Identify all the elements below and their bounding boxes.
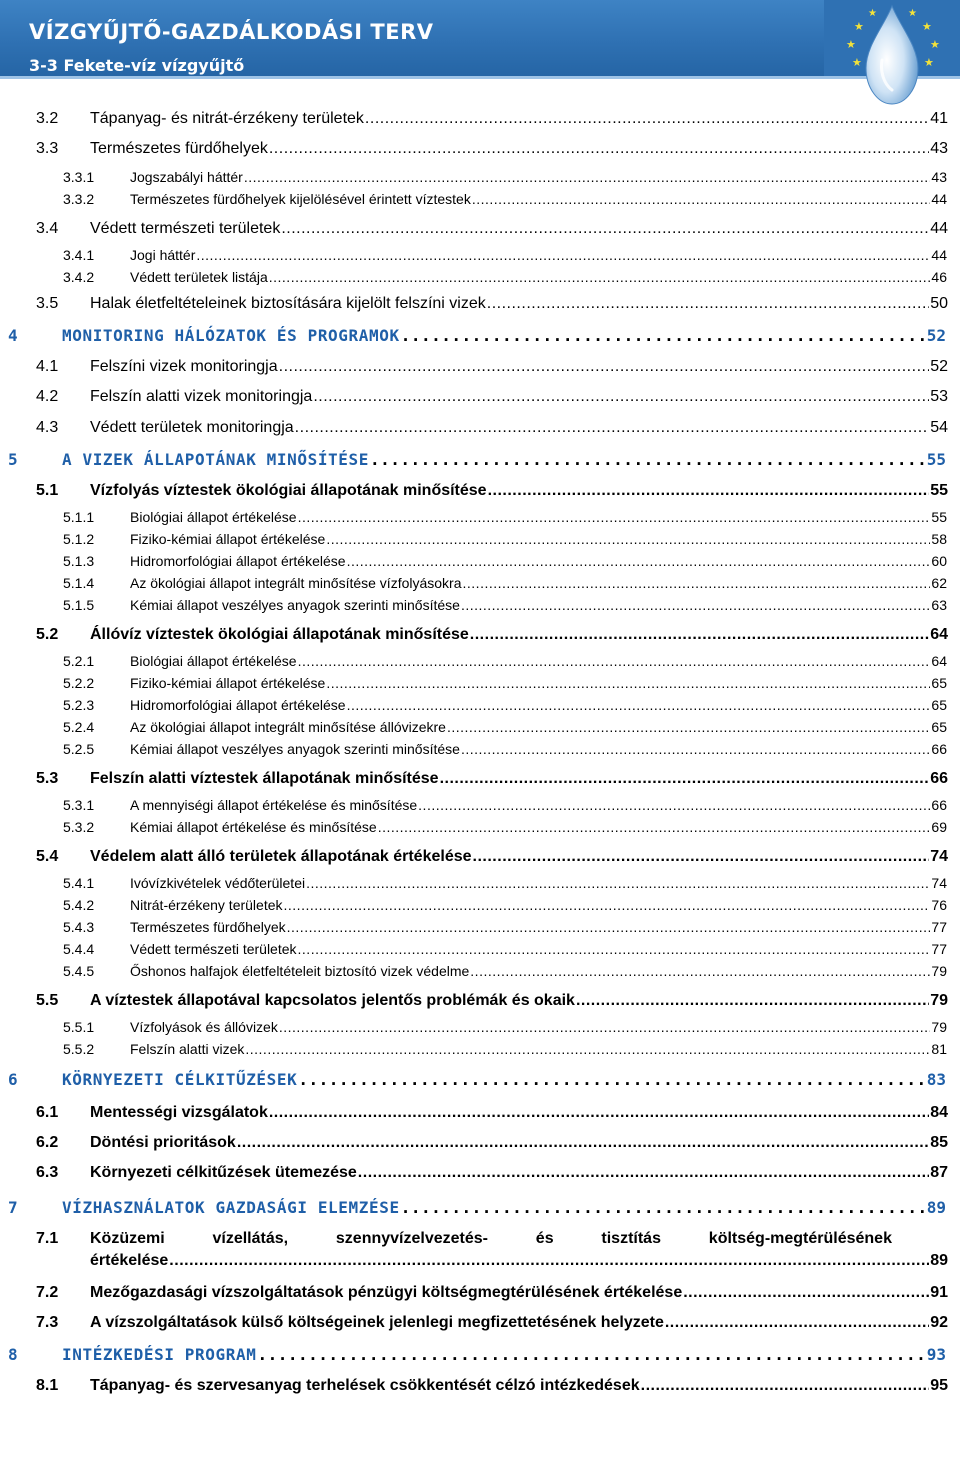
toc-page-number: 52 [926,326,946,345]
svg-text:★: ★ [852,56,862,69]
document-title: VÍZGYŰJTŐ-GAZDÁLKODÁSI TERV [29,20,434,44]
toc-page-number: 55 [926,450,946,469]
toc-dot-leader [461,741,930,757]
toc-entry-title: Biológiai állapot értékelése [130,653,297,669]
toc-entry-title: Vízfolyás víztestek ökológiai állapotának minősítése [90,482,487,499]
toc-entry-number: 5.4.5 [63,963,95,979]
toc-entry-title: KÖRNYEZETI CÉLKITŰZÉSEK [62,1070,298,1089]
toc-entry-number: 4.2 [36,388,59,405]
toc-entry[interactable] [36,388,948,406]
toc-entry-title: Hidromorfológiai állapot értékelése [130,697,346,713]
toc-entry-number: 8 [8,1345,18,1364]
toc-page-number: 44 [931,191,947,207]
toc-page-number: 65 [931,675,947,691]
toc-page-number: 63 [931,597,947,613]
toc-page-number: 77 [931,941,947,957]
toc-entry-title: A víztestek állapotával kapcsolatos jelentős problémák és okaik [90,992,575,1009]
toc-entry-title: Felszín alatti víztestek állapotának minősítése [90,770,439,787]
toc-entry-title: Kémiai állapot veszélyes anyagok szerinti minősítése [130,597,460,613]
toc-dot-leader [358,1164,929,1182]
toc-entry-number: 3.3 [36,140,59,157]
toc-entry-title: Hidromorfológiai állapot értékelése [130,553,346,569]
toc-dot-leader [269,269,931,285]
toc-entry[interactable] [36,220,948,238]
toc-page-number: 79 [931,1019,947,1035]
toc-dot-leader [281,220,929,238]
toc-entry-number: 5.5 [36,992,59,1009]
toc-dot-leader [473,848,930,866]
toc-dot-leader [488,482,930,500]
toc-entry[interactable] [8,1345,946,1364]
toc-entry[interactable] [63,553,947,569]
page-header [0,0,960,100]
toc-entry-number: 3.4.2 [63,269,95,285]
toc-entry[interactable] [63,919,947,935]
toc-dot-leader [347,697,931,713]
toc-entry-number: 3.5 [36,295,59,312]
toc-page-number: 95 [930,1377,948,1394]
toc-entry-number: 5.2.5 [63,741,95,757]
toc-entry-title: Védett természeti területek [90,220,281,237]
toc-page-number: 84 [930,1104,948,1121]
toc-page-number: 93 [926,1345,946,1364]
toc-dot-leader [370,450,926,469]
toc-page-number: 65 [931,697,947,713]
toc-entry[interactable] [63,653,947,669]
toc-entry-title: Felszíni vizek monitoringja [90,358,278,375]
toc-entry-title: Vízfolyások és állóvizek [130,1019,278,1035]
toc-entry-title: VÍZHASZNÁLATOK GAZDASÁGI ELEMZÉSE [62,1198,400,1217]
toc-entry-multiline[interactable] [36,1230,892,1248]
svg-text:★: ★ [922,20,932,33]
toc-page-number: 79 [930,992,948,1009]
toc-entry[interactable] [63,719,947,735]
toc-entry-title: Kémiai állapot értékelése és minősítése [130,819,377,835]
toc-page-number: 62 [931,575,947,591]
toc-entry-title: Jogi háttér [130,247,196,263]
toc-page-number: 66 [931,741,947,757]
toc-entry-title: Kémiai állapot veszélyes anyagok szerinti minősítése [130,741,460,757]
toc-dot-leader [269,140,929,158]
toc-entry-number: 6.1 [36,1104,59,1121]
toc-entry[interactable] [63,1019,947,1035]
toc-entry[interactable] [63,269,947,285]
toc-entry-title: Állóvíz víztestek ökológiai állapotának minősítése [90,626,469,643]
toc-entry-number: 5.5.2 [63,1041,95,1057]
toc-page-number: 66 [931,797,947,813]
toc-entry-number: 6 [8,1070,18,1089]
toc-entry[interactable] [63,741,947,757]
toc-entry-title: Őshonos halfajok életfeltételeit biztosító vizek védelme [130,963,470,979]
toc-entry-title: Védett természeti területek [130,941,297,957]
toc-title-word: tisztítás [601,1230,661,1247]
toc-entry-number: 3.3.2 [63,191,95,207]
toc-dot-leader [378,819,931,835]
toc-page-number: 89 [926,1198,946,1217]
toc-entry[interactable] [63,697,947,713]
toc-entry[interactable] [36,295,948,313]
toc-entry[interactable] [63,191,947,207]
toc-entry[interactable] [63,675,947,691]
toc-entry[interactable] [36,1314,948,1332]
toc-dot-leader [440,770,930,788]
toc-entry-title: Védett területek listája [130,269,268,285]
toc-dot-leader [641,1377,930,1395]
toc-entry-title: A vízszolgáltatások külső költségeinek jelenlegi megfizettetésének helyzete [90,1314,664,1331]
toc-dot-leader [470,963,930,979]
toc-entry-number: 4.3 [36,419,59,436]
toc-entry-number: 5.2.2 [63,675,95,691]
toc-entry-title: Természetes fürdőhelyek [90,140,268,157]
toc-entry[interactable] [36,482,948,500]
toc-entry[interactable] [8,1070,946,1089]
toc-page-number: 77 [931,919,947,935]
toc-title-word: vízellátás, [212,1230,289,1247]
header-divider [0,76,960,79]
toc-entry-title: Mezőgazdasági vízszolgáltatások pénzügyi költségmegtérülésének értékelése [90,1284,683,1301]
toc-page-number: 89 [930,1252,948,1269]
toc-entry-title: INTÉZKEDÉSI PROGRAM [62,1345,257,1364]
toc-page-number: 64 [930,626,948,643]
toc-entry-number: 5.3 [36,770,59,787]
toc-entry-title: Védelem alatt álló területek állapotának értékelése [90,848,472,865]
toc-entry-number: 5.1.4 [63,575,95,591]
toc-entry-number: 5.2.3 [63,697,95,713]
toc-entry[interactable] [63,531,947,547]
toc-dot-leader [401,1198,926,1217]
toc-entry[interactable] [36,140,948,158]
toc-entry-title: értékelése [90,1252,169,1269]
toc-dot-leader [665,1314,929,1332]
eu-water-drop-logo-icon [824,0,960,112]
toc-dot-leader [306,875,930,891]
svg-text:★: ★ [924,56,934,69]
toc-dot-leader [470,626,929,644]
svg-text:★: ★ [854,20,864,33]
toc-entry-title: Természetes fürdőhelyek kijelölésével érintett víztestek [130,191,471,207]
toc-entry-title: Fiziko-kémiai állapot értékelése [130,531,326,547]
toc-entry-number: 7.1 [36,1230,59,1247]
svg-text:★: ★ [846,38,856,51]
toc-entry-number: 6.3 [36,1164,59,1181]
toc-entry-number: 3.4 [36,220,59,237]
toc-entry[interactable] [63,797,947,813]
toc-entry-title: Döntési prioritások [90,1134,236,1151]
toc-entry-number: 5.2.1 [63,653,95,669]
toc-page-number: 46 [931,269,947,285]
toc-dot-leader [244,169,931,185]
toc-dot-leader [295,419,930,437]
toc-dot-leader [298,653,931,669]
toc-dot-leader [683,1284,929,1302]
svg-text:★: ★ [930,38,940,51]
document-subtitle: 3-3 Fekete-víz vízgyűjtő [29,56,245,75]
toc-entry[interactable] [63,575,947,591]
toc-entry-title: Természetes fürdőhelyek [130,919,286,935]
toc-entry-number: 5.4.2 [63,897,95,913]
toc-page-number: 43 [931,169,947,185]
toc-entry[interactable] [63,875,947,891]
toc-entry[interactable] [8,1198,946,1217]
toc-entry-number: 5.4.1 [63,875,95,891]
toc-entry[interactable] [36,419,948,437]
toc-page-number: 79 [931,963,947,979]
toc-page-number: 43 [930,140,948,157]
toc-page-number: 91 [930,1284,948,1301]
toc-entry-title: Tápanyag- és szervesanyag terhelések csökkentését célzó intézkedések [90,1377,640,1394]
toc-entry-title: Ivóvízkivételek védőterületei [130,875,306,891]
toc-page-number: 83 [926,1070,946,1089]
toc-entry-number: 4.1 [36,358,59,375]
toc-title-word: költség-megtérülésének [708,1230,892,1247]
toc-entry-title: Környezeti célkitűzések ütemezése [90,1164,357,1181]
toc-dot-leader [257,1345,925,1364]
toc-entry-title: MONITORING HÁLÓZATOK ÉS PROGRAMOK [62,326,400,345]
toc-dot-leader [196,247,930,263]
toc-entry-number: 5.1 [36,482,59,499]
toc-dot-leader [298,509,931,525]
toc-entry-title: Az ökológiai állapot integrált minősítése állóvizekre [130,719,446,735]
toc-entry-title: Az ökológiai állapot integrált minősítése vízfolyásokra [130,575,462,591]
toc-entry-title: Tápanyag- és nitrát-érzékeny területek [90,110,364,127]
toc-page-number: 53 [930,388,948,405]
toc-entry-number: 5.1.3 [63,553,95,569]
toc-dot-leader [298,941,931,957]
toc-entry-title: Védett területek monitoringja [90,419,294,436]
toc-dot-leader [279,1019,931,1035]
toc-dot-leader [326,531,930,547]
toc-entry-number: 5.4.4 [63,941,95,957]
toc-entry[interactable] [63,509,947,525]
toc-page-number: 55 [931,509,947,525]
toc-entry-title: Felszín alatti vizek monitoringja [90,388,313,405]
toc-entry-title: Felszín alatti vizek [130,1041,245,1057]
toc-page-number: 76 [931,897,947,913]
toc-entry[interactable] [36,770,948,788]
toc-entry-continuation[interactable] [36,1252,948,1270]
toc-page-number: 64 [931,653,947,669]
toc-page-number: 92 [930,1314,948,1331]
toc-page-number: 81 [931,1041,947,1057]
toc-dot-leader [269,1104,929,1122]
toc-entry[interactable] [36,992,948,1010]
toc-page-number: 44 [931,247,947,263]
toc-dot-leader [169,1252,929,1270]
toc-dot-leader [418,797,930,813]
toc-entry[interactable] [8,450,946,469]
svg-text:★: ★ [908,8,917,19]
toc-title-word: és [535,1230,554,1247]
toc-page-number: 50 [930,295,948,312]
toc-dot-leader [487,295,929,313]
toc-entry-number: 7 [8,1198,18,1217]
toc-entry-number: 5.1.1 [63,509,95,525]
toc-entry[interactable] [36,110,948,128]
toc-title-word: Közüzemi [90,1230,165,1247]
toc-entry[interactable] [63,169,947,185]
toc-entry-number: 5.3.1 [63,797,95,813]
toc-entry-number: 3.3.1 [63,169,95,185]
toc-entry[interactable] [63,897,947,913]
toc-entry[interactable] [36,848,948,866]
toc-entry-number: 5.4 [36,848,59,865]
toc-entry[interactable] [36,1284,948,1302]
toc-page-number: 54 [930,419,948,436]
toc-entry-number: 5.1.5 [63,597,95,613]
toc-entry-number: 7.3 [36,1314,59,1331]
toc-entry[interactable] [63,597,947,613]
toc-entry-number: 8.1 [36,1377,59,1394]
toc-dot-leader [365,110,929,128]
toc-page-number: 41 [930,110,948,127]
toc-title-word: szennyvízelvezetés- [335,1230,488,1247]
svg-text:★: ★ [868,8,877,19]
toc-entry-number: 4 [8,326,18,345]
toc-dot-leader [461,597,930,613]
toc-entry-title [90,1230,892,1248]
toc-entry[interactable] [63,963,947,979]
toc-entry[interactable] [36,626,948,644]
toc-page-number: 52 [930,358,948,375]
toc-entry[interactable] [63,941,947,957]
toc-page-number: 60 [931,553,947,569]
toc-dot-leader [447,719,930,735]
toc-entry-title: Biológiai állapot értékelése [130,509,297,525]
toc-dot-leader [298,1070,925,1089]
toc-entry[interactable] [63,247,947,263]
toc-entry-number: 7.2 [36,1284,59,1301]
toc-dot-leader [313,388,929,406]
toc-entry[interactable] [36,1104,948,1122]
toc-page-number: 74 [931,875,947,891]
toc-dot-leader [287,919,931,935]
toc-dot-leader [326,675,930,691]
toc-entry[interactable] [36,1377,948,1395]
toc-entry-number: 5.2.4 [63,719,95,735]
toc-page-number: 85 [930,1134,948,1151]
toc-entry-number: 3.4.1 [63,247,95,263]
toc-entry[interactable] [36,1164,948,1182]
toc-entry-title: A mennyiségi állapot értékelése és minősítése [130,797,418,813]
toc-entry-number: 5 [8,450,18,469]
toc-entry-number: 5.5.1 [63,1019,95,1035]
toc-entry-number: 5.2 [36,626,59,643]
toc-entry-title: Nitrát-érzékeny területek [130,897,283,913]
toc-page-number: 44 [930,220,948,237]
toc-entry-number: 5.4.3 [63,919,95,935]
toc-entry-title: Fiziko-kémiai állapot értékelése [130,675,326,691]
toc-entry-title: A VIZEK ÁLLAPOTÁNAK MINŐSÍTÉSE [62,450,369,469]
toc-page-number: 65 [931,719,947,735]
toc-page-number: 87 [930,1164,948,1181]
toc-entry-title: Halak életfeltételeinek biztosítására kijelölt felszíni vizek [90,295,486,312]
toc-entry[interactable] [63,1041,947,1057]
toc-dot-leader [284,897,931,913]
toc-entry[interactable] [36,1134,948,1152]
toc-dot-leader [237,1134,929,1152]
toc-dot-leader [463,575,931,591]
toc-entry-number: 6.2 [36,1134,59,1151]
toc-entry-title: Jogszabályi háttér [130,169,243,185]
toc-dot-leader [245,1041,930,1057]
toc-dot-leader [401,326,926,345]
toc-entry[interactable] [63,819,947,835]
toc-dot-leader [279,358,930,376]
toc-entry[interactable] [36,358,948,376]
toc-page-number: 74 [930,848,948,865]
toc-page-number: 58 [931,531,947,547]
toc-page-number: 55 [930,482,948,499]
toc-page-number: 69 [931,819,947,835]
toc-page-number: 66 [930,770,948,787]
toc-entry-number: 5.1.2 [63,531,95,547]
toc-dot-leader [347,553,931,569]
toc-entry-number: 5.3.2 [63,819,95,835]
toc-dot-leader [472,191,931,207]
toc-entry[interactable] [8,326,946,345]
toc-entry-title: Mentességi vizsgálatok [90,1104,268,1121]
toc-dot-leader [576,992,929,1010]
toc-entry-number: 3.2 [36,110,59,127]
